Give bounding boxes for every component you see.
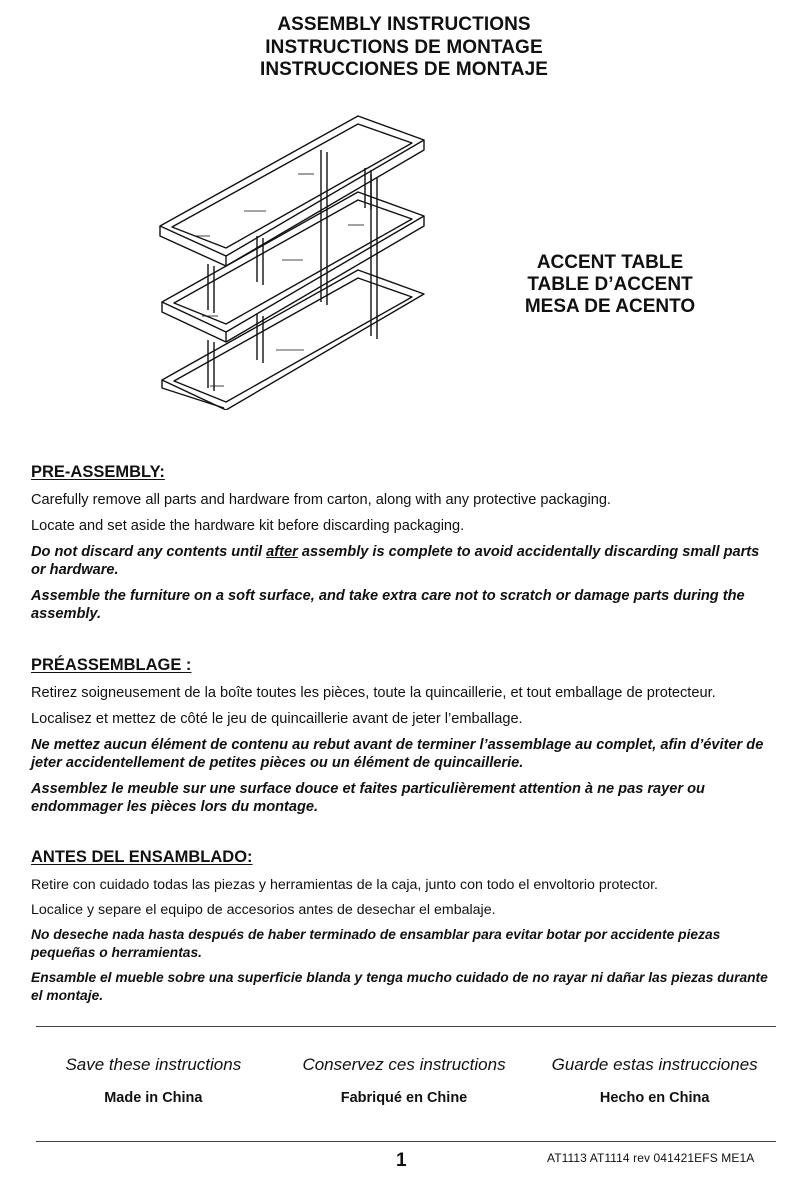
warning-text: Do not discard any contents until [31, 544, 267, 560]
instruction-paragraph: Localisez et mettez de côté le jeu de quincaillerie avant de jeter l’emballage. [31, 711, 523, 727]
made-in-text: Made in China [104, 1090, 203, 1106]
made-in-text: Hecho en China [599, 1090, 710, 1106]
section-preassemblage [31, 656, 776, 824]
warning-paragraph [31, 543, 776, 579]
warning-paragraph: Ne mettez aucun élément de contenu au rebut avant de terminer l’assemblage au complet, afin d’éviter de jeter accidentellement de petites pièces ou un élément de quincaillerie. [31, 737, 764, 771]
footer-col-en [28, 1055, 279, 1106]
warning-paragraph: Assemble the furniture on a soft surface, and take extra care not to scratch or damage parts during the assembly. [31, 588, 745, 622]
footer-col-fr [279, 1055, 530, 1106]
instruction-paragraph: Carefully remove all parts and hardware from carton, along with any protective packaging. [31, 492, 611, 508]
product-name-en: ACCENT TABLE [536, 252, 684, 273]
save-instructions-text: Guarde estas instrucciones [551, 1055, 758, 1074]
title-line-es: INSTRUCCIONES DE MONTAJE [259, 59, 549, 80]
section-heading: PRE-ASSEMBLY: [31, 463, 165, 481]
save-instructions-text: Conservez ces instructions [302, 1055, 506, 1074]
middle-shelf-frame [162, 192, 424, 342]
product-name-fr: TABLE D’ACCENT [527, 274, 693, 295]
instruction-paragraph: Retirez soigneusement de la boîte toutes les pièces, toute la quincaillerie, et tout emballage de protecteur. [31, 685, 716, 701]
section-antes-del-ensamblado [31, 848, 776, 1012]
product-name [500, 252, 720, 318]
model-code: AT1113 AT1114 rev 041421EFS ME1A [547, 1151, 755, 1165]
footer-col-es [529, 1055, 780, 1106]
warning-underlined-word: after [266, 544, 298, 560]
front-posts [208, 168, 371, 391]
bottom-shelf-frame [162, 270, 424, 410]
instruction-paragraph: Retire con cuidado todas las piezas y herramientas de la caja, junto con todo el envoltorio protector. [31, 877, 658, 893]
made-in-text: Fabriqué en Chine [340, 1090, 468, 1106]
top-shelf-frame [160, 116, 424, 266]
warning-paragraph: Assemblez le meuble sur une surface douce et faites particulièrement attention à ne pas rayer ou endommager les pièces lors du montage. [31, 781, 705, 815]
page-bottom-divider [36, 1141, 776, 1142]
instruction-paragraph: Locate and set aside the hardware kit before discarding packaging. [31, 518, 465, 534]
save-instructions-text: Save these instructions [65, 1055, 242, 1074]
page-number: 1 [396, 1150, 407, 1171]
section-pre-assembly [31, 463, 776, 631]
title-line-en: ASSEMBLY INSTRUCTIONS [277, 14, 531, 35]
footer-divider [36, 1026, 776, 1027]
instruction-paragraph: Localice y separe el equipo de accesorios antes de desechar el embalaje. [31, 902, 496, 918]
section-heading: PRÉASSEMBLAGE : [31, 656, 192, 674]
product-name-es: MESA DE ACENTO [524, 296, 696, 317]
section-heading: ANTES DEL ENSAMBLADO: [31, 848, 253, 866]
warning-text: assembly is complete to avoid accidentally discarding small parts or hardware. [31, 544, 760, 578]
footer-notes [28, 1055, 780, 1106]
document-title [0, 14, 808, 82]
title-line-fr: INSTRUCTIONS DE MONTAGE [265, 36, 543, 58]
warning-paragraph: Ensamble el mueble sobre una superficie blanda y tenga mucho cuidado de no rayar ni dañar las piezas durante el montaje. [31, 970, 768, 1003]
accent-table-illustration [158, 110, 438, 410]
warning-paragraph: No deseche nada hasta después de haber terminado de ensamblar para evitar botar por accidente piezas pequeñas o herramientas. [31, 927, 721, 960]
